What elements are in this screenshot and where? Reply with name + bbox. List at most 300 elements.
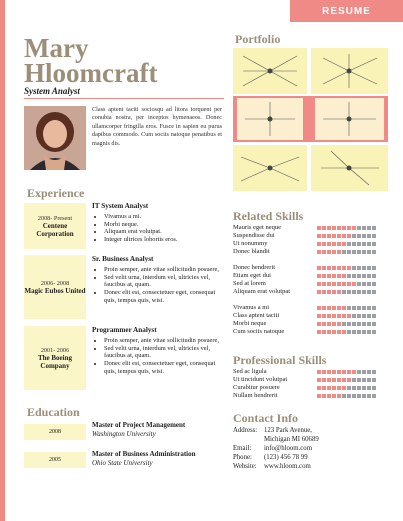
skill-dot [347, 266, 351, 270]
skill-dot [362, 394, 366, 398]
website-link[interactable]: www.hloom.com [264, 463, 311, 470]
contact-email [233, 444, 319, 453]
skill-dot [317, 314, 321, 318]
skill-dot [357, 394, 361, 398]
skill-dot [347, 378, 351, 382]
skill-dot [367, 386, 371, 390]
skill-dot [367, 250, 371, 254]
experience-bullets [92, 266, 224, 305]
skill-dot [322, 314, 326, 318]
skill-dot [317, 266, 321, 270]
education-degree: Master of Business Administration [92, 450, 196, 458]
experience-side-3 [24, 326, 86, 390]
contact-address [233, 426, 319, 435]
skill-dot [317, 386, 321, 390]
portfolio-item[interactable] [233, 48, 307, 94]
skill-dot [352, 250, 356, 254]
skill-dot [327, 386, 331, 390]
skill-dot [347, 386, 351, 390]
skill-dot [332, 378, 336, 382]
skill-dot [362, 330, 366, 334]
skill-rating [317, 370, 377, 375]
skill-dot [327, 330, 331, 334]
portfolio-item[interactable] [311, 48, 388, 94]
diagram-icon [315, 98, 384, 140]
skill-dot [362, 282, 366, 286]
experience-title: IT System Analyst [92, 202, 149, 210]
skill-dot [342, 242, 346, 246]
skill-dot [372, 370, 376, 374]
skill-name: Sed ac ligula [233, 368, 267, 375]
skill-dot [327, 234, 331, 238]
skill-dot [337, 386, 341, 390]
skill-row [233, 248, 393, 256]
experience-title: Sr. Business Analyst [92, 255, 154, 263]
skill-dot [317, 370, 321, 374]
bullet: • Vivamus a mi. [104, 213, 224, 221]
first-name: Mary [24, 33, 89, 63]
skill-dot [337, 250, 341, 254]
skill-dot [347, 282, 351, 286]
skill-row [233, 264, 393, 272]
skill-dot [352, 322, 356, 326]
skill-row [233, 368, 393, 376]
skill-dot [327, 370, 331, 374]
diagram-icon [311, 48, 388, 94]
skill-rating [317, 250, 377, 255]
experience-company: The Boeing Company [37, 353, 73, 370]
skill-rating [317, 394, 377, 399]
bullet: • Proin semper, ante vitae sollicitudin posuere, [104, 266, 224, 274]
email-label: Email: [233, 445, 252, 452]
skill-dot [367, 314, 371, 318]
bullet: • Sed velit urna, interdum vel, ultricies vel, faucibus at, quam. [104, 345, 224, 361]
skill-dot [372, 226, 376, 230]
skill-rating [317, 226, 377, 231]
skill-dot [332, 226, 336, 230]
skill-name: Curabitur posuere [233, 384, 280, 391]
skill-dot [347, 370, 351, 374]
experience-side-2 [24, 255, 86, 319]
skill-dot [357, 378, 361, 382]
skill-dot [357, 386, 361, 390]
skill-rating [317, 282, 377, 287]
portfolio-item[interactable] [233, 145, 307, 191]
experience-entry [92, 327, 224, 376]
skill-dot [322, 266, 326, 270]
skill-dot [337, 378, 341, 382]
skill-dot [327, 250, 331, 254]
contact-info [233, 426, 319, 471]
skill-dot [372, 330, 376, 334]
skill-dot [327, 314, 331, 318]
skill-row [233, 312, 393, 320]
skill-dot [342, 266, 346, 270]
skill-dot [352, 314, 356, 318]
skill-dot [327, 306, 331, 310]
skill-dot [327, 242, 331, 246]
related-skills-heading: Related Skills [233, 209, 304, 223]
skill-dot [347, 242, 351, 246]
skill-dot [342, 394, 346, 398]
education-school: Ohio State University [92, 459, 153, 467]
skill-dot [347, 314, 351, 318]
skill-name: Ut tincidunt volutpat [233, 376, 288, 383]
skill-rating [317, 290, 377, 295]
skill-rating [317, 234, 377, 239]
experience-bullets [92, 213, 224, 244]
experience-side-1 [24, 203, 86, 249]
skill-dot [317, 322, 321, 326]
skill-dot [372, 290, 376, 294]
skill-dot [317, 274, 321, 278]
skill-rating [317, 378, 377, 383]
portfolio-gallery [233, 48, 388, 191]
skill-dot [367, 306, 371, 310]
skill-name: Ut nonummy [233, 240, 268, 247]
address-line-1: 123 Park Avenue, [264, 427, 313, 434]
bullet: • Proin semper, ante vitae sollicitudin posuere, [104, 337, 224, 345]
skill-name: Aliquam erat volutpat [233, 288, 291, 295]
bullet: • Morbi neque. [104, 221, 224, 229]
skill-dot [362, 290, 366, 294]
skill-dot [342, 282, 346, 286]
skill-row [233, 240, 393, 248]
experience-years: 2006- 2008 [40, 279, 70, 287]
education-year: 2008 [24, 424, 86, 440]
experience-years: 2008- Present [37, 214, 73, 222]
address-label: Address: [233, 427, 258, 434]
contact-address-2 [233, 435, 319, 444]
skill-dot [322, 386, 326, 390]
skill-dot [367, 274, 371, 278]
contact-heading: Contact Info [233, 411, 298, 425]
skill-dot [322, 250, 326, 254]
skill-dot [372, 234, 376, 238]
skill-dot [322, 290, 326, 294]
contact-phone [233, 453, 319, 462]
skill-dot [362, 242, 366, 246]
skill-dot [347, 306, 351, 310]
skill-dot [332, 306, 336, 310]
education-heading: Education [27, 405, 80, 419]
skill-dot [357, 282, 361, 286]
skill-dot [367, 242, 371, 246]
skill-dot [337, 394, 341, 398]
skill-name: Sed at lorem [233, 280, 266, 287]
skill-dot [317, 306, 321, 310]
skill-dot [347, 274, 351, 278]
skill-rating [317, 274, 377, 279]
skill-dot [342, 386, 346, 390]
skill-name: Mauris eget neque [233, 224, 282, 231]
diagram-icon [311, 145, 388, 191]
skill-dot [317, 282, 321, 286]
skill-dot [337, 370, 341, 374]
email-link[interactable]: info@hloom.com [264, 445, 312, 452]
skill-dot [357, 290, 361, 294]
skill-dot [332, 314, 336, 318]
skill-name: Vivamus a mi [233, 304, 270, 311]
skill-dot [332, 274, 336, 278]
skill-dot [352, 330, 356, 334]
skill-row [233, 304, 393, 312]
skill-name: Class aptent taciti [233, 312, 280, 319]
skill-name: Morbi neque [233, 320, 267, 327]
skill-dot [357, 234, 361, 238]
skill-rating [317, 242, 377, 247]
skill-dot [327, 394, 331, 398]
bullet: • Aliquam erat volutpat. [104, 228, 224, 236]
skill-dot [342, 378, 346, 382]
skill-dot [322, 370, 326, 374]
skill-name: Etiam eget dui [233, 272, 271, 279]
skill-dot [372, 306, 376, 310]
experience-years: 2001- 2006 [40, 346, 70, 354]
education-entry [92, 450, 196, 468]
skill-dot [362, 306, 366, 310]
skill-dot [317, 250, 321, 254]
education-year: 2005 [24, 452, 86, 468]
skill-dot [347, 330, 351, 334]
skill-dot [327, 274, 331, 278]
bullet: • Donec elit est, consectetuer eget, consequat quis, tempus quis, wisi. [104, 289, 224, 305]
diagram-icon [237, 98, 303, 140]
skill-dot [352, 378, 356, 382]
skill-dot [332, 282, 336, 286]
experience-title: Programmer Analyst [92, 326, 157, 334]
skill-row [233, 320, 393, 328]
skill-dot [342, 322, 346, 326]
skill-rating [317, 314, 377, 319]
skill-dot [357, 306, 361, 310]
skill-dot [327, 290, 331, 294]
skill-dot [322, 322, 326, 326]
skill-dot [317, 242, 321, 246]
skill-dot [367, 282, 371, 286]
skill-dot [372, 394, 376, 398]
skill-dot [322, 282, 326, 286]
skill-rating [317, 306, 377, 311]
skill-dot [352, 274, 356, 278]
skill-dot [332, 250, 336, 254]
portfolio-item[interactable] [237, 98, 303, 140]
skill-dot [352, 394, 356, 398]
job-title: System Analyst [24, 86, 80, 96]
skill-row [233, 328, 393, 336]
skill-dot [367, 394, 371, 398]
skill-dot [337, 306, 341, 310]
skill-dot [362, 386, 366, 390]
skill-dot [332, 242, 336, 246]
skill-dot [357, 266, 361, 270]
skill-dot [322, 226, 326, 230]
skill-dot [342, 330, 346, 334]
skill-dot [367, 322, 371, 326]
skill-dot [372, 242, 376, 246]
skill-dot [352, 290, 356, 294]
skill-dot [367, 378, 371, 382]
skill-row [233, 376, 393, 384]
skill-rating [317, 330, 377, 335]
skill-dot [372, 314, 376, 318]
skill-dot [372, 250, 376, 254]
contact-website [233, 462, 319, 471]
skill-dot [367, 226, 371, 230]
skill-dot [357, 250, 361, 254]
divider [24, 98, 224, 99]
skill-dot [337, 266, 341, 270]
skill-dot [332, 290, 336, 294]
skill-dot [362, 370, 366, 374]
skill-dot [362, 274, 366, 278]
skill-dot [327, 266, 331, 270]
address-line-2: Michigan MI 60689 [264, 436, 319, 443]
skill-dot [342, 250, 346, 254]
skill-dot [322, 378, 326, 382]
bullet: • Donec elit est, consectetuer eget, consequat quis, tempus quis, wisi. [104, 360, 224, 376]
skill-dot [342, 314, 346, 318]
skill-dot [342, 226, 346, 230]
skill-dot [362, 234, 366, 238]
skill-row [233, 272, 393, 280]
profile-photo [24, 106, 86, 170]
skill-dot [322, 330, 326, 334]
bullet: • Integer ultrices lobortis eros. [104, 236, 224, 244]
experience-entry [92, 256, 224, 305]
skill-dot [347, 234, 351, 238]
skill-row [233, 224, 393, 232]
skill-dot [327, 282, 331, 286]
portfolio-item[interactable] [315, 98, 384, 140]
skill-dot [367, 370, 371, 374]
skill-dot [357, 322, 361, 326]
skill-dot [317, 330, 321, 334]
skill-dot [352, 234, 356, 238]
skill-row [233, 288, 393, 296]
experience-company: Magic Eubos United [24, 286, 86, 295]
skill-dot [337, 330, 341, 334]
diagram-icon [233, 145, 307, 191]
experience-company: Centene Corporation [36, 221, 74, 238]
skill-dot [337, 226, 341, 230]
phone-value: (123) 456 78 99 [264, 454, 308, 461]
skill-dot [362, 266, 366, 270]
skill-row [233, 384, 393, 392]
skill-dot [362, 226, 366, 230]
skill-dot [347, 226, 351, 230]
skill-dot [367, 266, 371, 270]
skill-dot [322, 306, 326, 310]
skill-dot [327, 322, 331, 326]
skill-dot [337, 274, 341, 278]
skill-dot [362, 314, 366, 318]
skill-dot [332, 386, 336, 390]
skill-dot [317, 378, 321, 382]
skill-dot [372, 386, 376, 390]
skill-dot [357, 226, 361, 230]
skill-dot [342, 306, 346, 310]
diagram-icon [233, 48, 307, 94]
portfolio-item[interactable] [311, 145, 388, 191]
skill-dot [367, 330, 371, 334]
skill-dot [317, 394, 321, 398]
skill-dot [327, 378, 331, 382]
skill-dot [342, 274, 346, 278]
skill-dot [337, 234, 341, 238]
experience-bullets [92, 337, 224, 376]
skill-dot [327, 226, 331, 230]
skill-row [233, 280, 393, 288]
skill-dot [352, 306, 356, 310]
skill-rating [317, 386, 377, 391]
skill-dot [342, 370, 346, 374]
skill-dot [332, 394, 336, 398]
skill-dot [352, 266, 356, 270]
skill-dot [347, 322, 351, 326]
skill-dot [372, 282, 376, 286]
skill-rating [317, 322, 377, 327]
portfolio-heading: Portfolio [235, 32, 281, 46]
skill-dot [317, 234, 321, 238]
skill-dot [372, 266, 376, 270]
skill-dot [357, 330, 361, 334]
skill-name: Donec blandit [233, 248, 270, 255]
skill-dot [332, 330, 336, 334]
skill-dot [342, 290, 346, 294]
experience-entry [92, 203, 224, 244]
skill-dot [352, 370, 356, 374]
skill-dot [352, 242, 356, 246]
skill-dot [352, 226, 356, 230]
skill-dot [317, 290, 321, 294]
skill-dot [362, 378, 366, 382]
skill-dot [362, 322, 366, 326]
skill-dot [367, 290, 371, 294]
skill-dot [342, 234, 346, 238]
skill-rating [317, 266, 377, 271]
skill-dot [332, 266, 336, 270]
professional-skills-heading: Professional Skills [233, 353, 327, 367]
skill-dot [372, 322, 376, 326]
skill-dot [357, 370, 361, 374]
skill-row [233, 232, 393, 240]
skill-dot [347, 394, 351, 398]
website-label: Website: [233, 463, 257, 470]
skill-dot [357, 242, 361, 246]
skill-dot [367, 234, 371, 238]
skill-dot [357, 274, 361, 278]
skill-dot [357, 314, 361, 318]
resume-banner: RESUME [290, 0, 403, 22]
education-entry [92, 421, 185, 439]
skill-dot [322, 394, 326, 398]
skill-dot [322, 234, 326, 238]
skill-dot [352, 386, 356, 390]
skill-dot [347, 290, 351, 294]
skill-name: Suspendisse dui [233, 232, 275, 239]
skill-dot [337, 242, 341, 246]
skill-name: Donec hendrerit [233, 264, 276, 271]
skill-name: Cum sociis natoque [233, 328, 285, 335]
skill-dot [337, 282, 341, 286]
skill-dot [322, 242, 326, 246]
skill-dot [337, 322, 341, 326]
education-school: Washington University [92, 430, 156, 438]
person-name [24, 33, 158, 88]
left-accent-bar [0, 0, 5, 521]
skill-dot [372, 274, 376, 278]
